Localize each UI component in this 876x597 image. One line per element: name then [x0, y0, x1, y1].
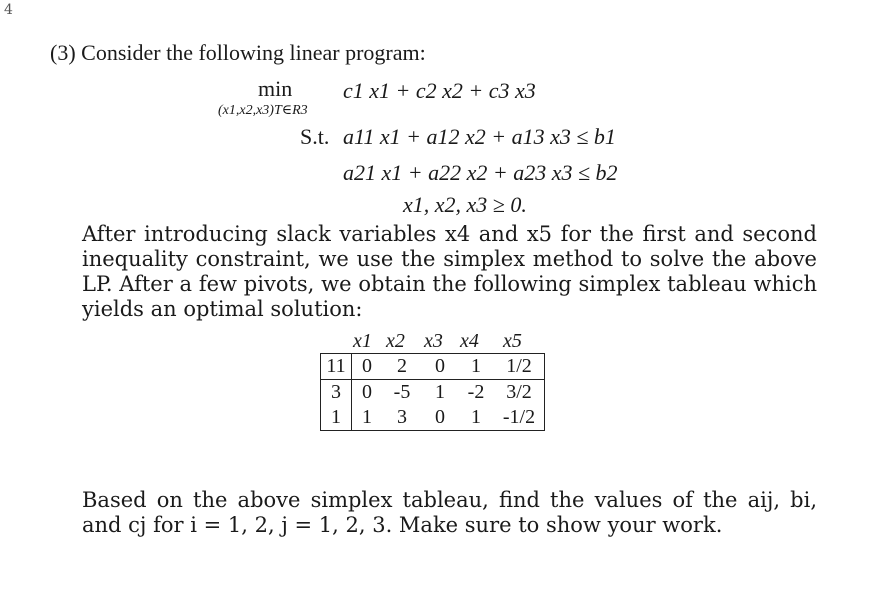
- tableau-cell: -2: [458, 380, 494, 406]
- tableau-cell: -5: [382, 380, 422, 406]
- table-row: [321, 405, 545, 431]
- lp-st-label: S.t.: [300, 124, 330, 149]
- tableau-cell: 1: [352, 405, 383, 431]
- tableau-cell: 3: [321, 380, 352, 406]
- lp-constraint-1: a11 x1 + a12 x2 + a13 x3 ≤ b1: [343, 124, 616, 149]
- tableau-cell: 1/2: [506, 355, 532, 377]
- paragraph-question: Based on the above simplex tableau, find the values of the aij, bi, and cj for i = 1, 2, j = 1, 2, 3. Make sure to show your work.: [82, 488, 817, 537]
- tableau-header: x2: [386, 330, 405, 352]
- tableau-cell: 0: [352, 380, 383, 406]
- table-row: [321, 380, 545, 406]
- lp-objective: c1 x1 + c2 x2 + c3 x3: [343, 78, 536, 103]
- tableau-cell: 1: [471, 355, 481, 377]
- tableau-header: x4: [460, 330, 479, 352]
- lp-constraint-nonneg: x1, x2, x3 ≥ 0.: [403, 192, 527, 217]
- problem-heading: (3) Consider the following linear program:: [50, 40, 426, 65]
- tableau-cell: 11: [326, 355, 346, 377]
- table-row: [321, 354, 545, 380]
- paragraph-slack-variables: After introducing slack variables x4 and x5 for the first and second inequality constraint, we use the simplex method to solve the above LP. After a few pivots, we obtain the following simplex tableau which yields an optimal solution:: [82, 222, 817, 321]
- lp-min-word: min: [258, 76, 293, 101]
- tableau-cell: 2: [397, 355, 407, 377]
- tableau-cell: 0: [352, 354, 383, 380]
- tableau-cell: 3: [397, 406, 407, 428]
- tableau-cell: 1: [471, 406, 481, 428]
- tableau-header-row: [320, 330, 578, 352]
- tableau-header: x3: [424, 330, 443, 352]
- tableau-header: x5: [503, 330, 522, 352]
- tableau-header: x1: [353, 330, 372, 352]
- lp-constraint-2: a21 x1 + a22 x2 + a23 x3 ≤ b2: [343, 160, 618, 185]
- tableau-cell: 1: [331, 406, 341, 428]
- tableau-cell: 0: [435, 355, 445, 377]
- tableau-cell: 3/2: [494, 380, 545, 406]
- page-number: 4: [4, 2, 13, 18]
- simplex-tableau: [320, 353, 545, 431]
- tableau-cell: 0: [435, 406, 445, 428]
- lp-min-subscript: (x1,x2,x3)T∈R3: [218, 103, 308, 118]
- tableau-cell: -1/2: [502, 406, 536, 428]
- tableau-cell: 1: [422, 380, 458, 406]
